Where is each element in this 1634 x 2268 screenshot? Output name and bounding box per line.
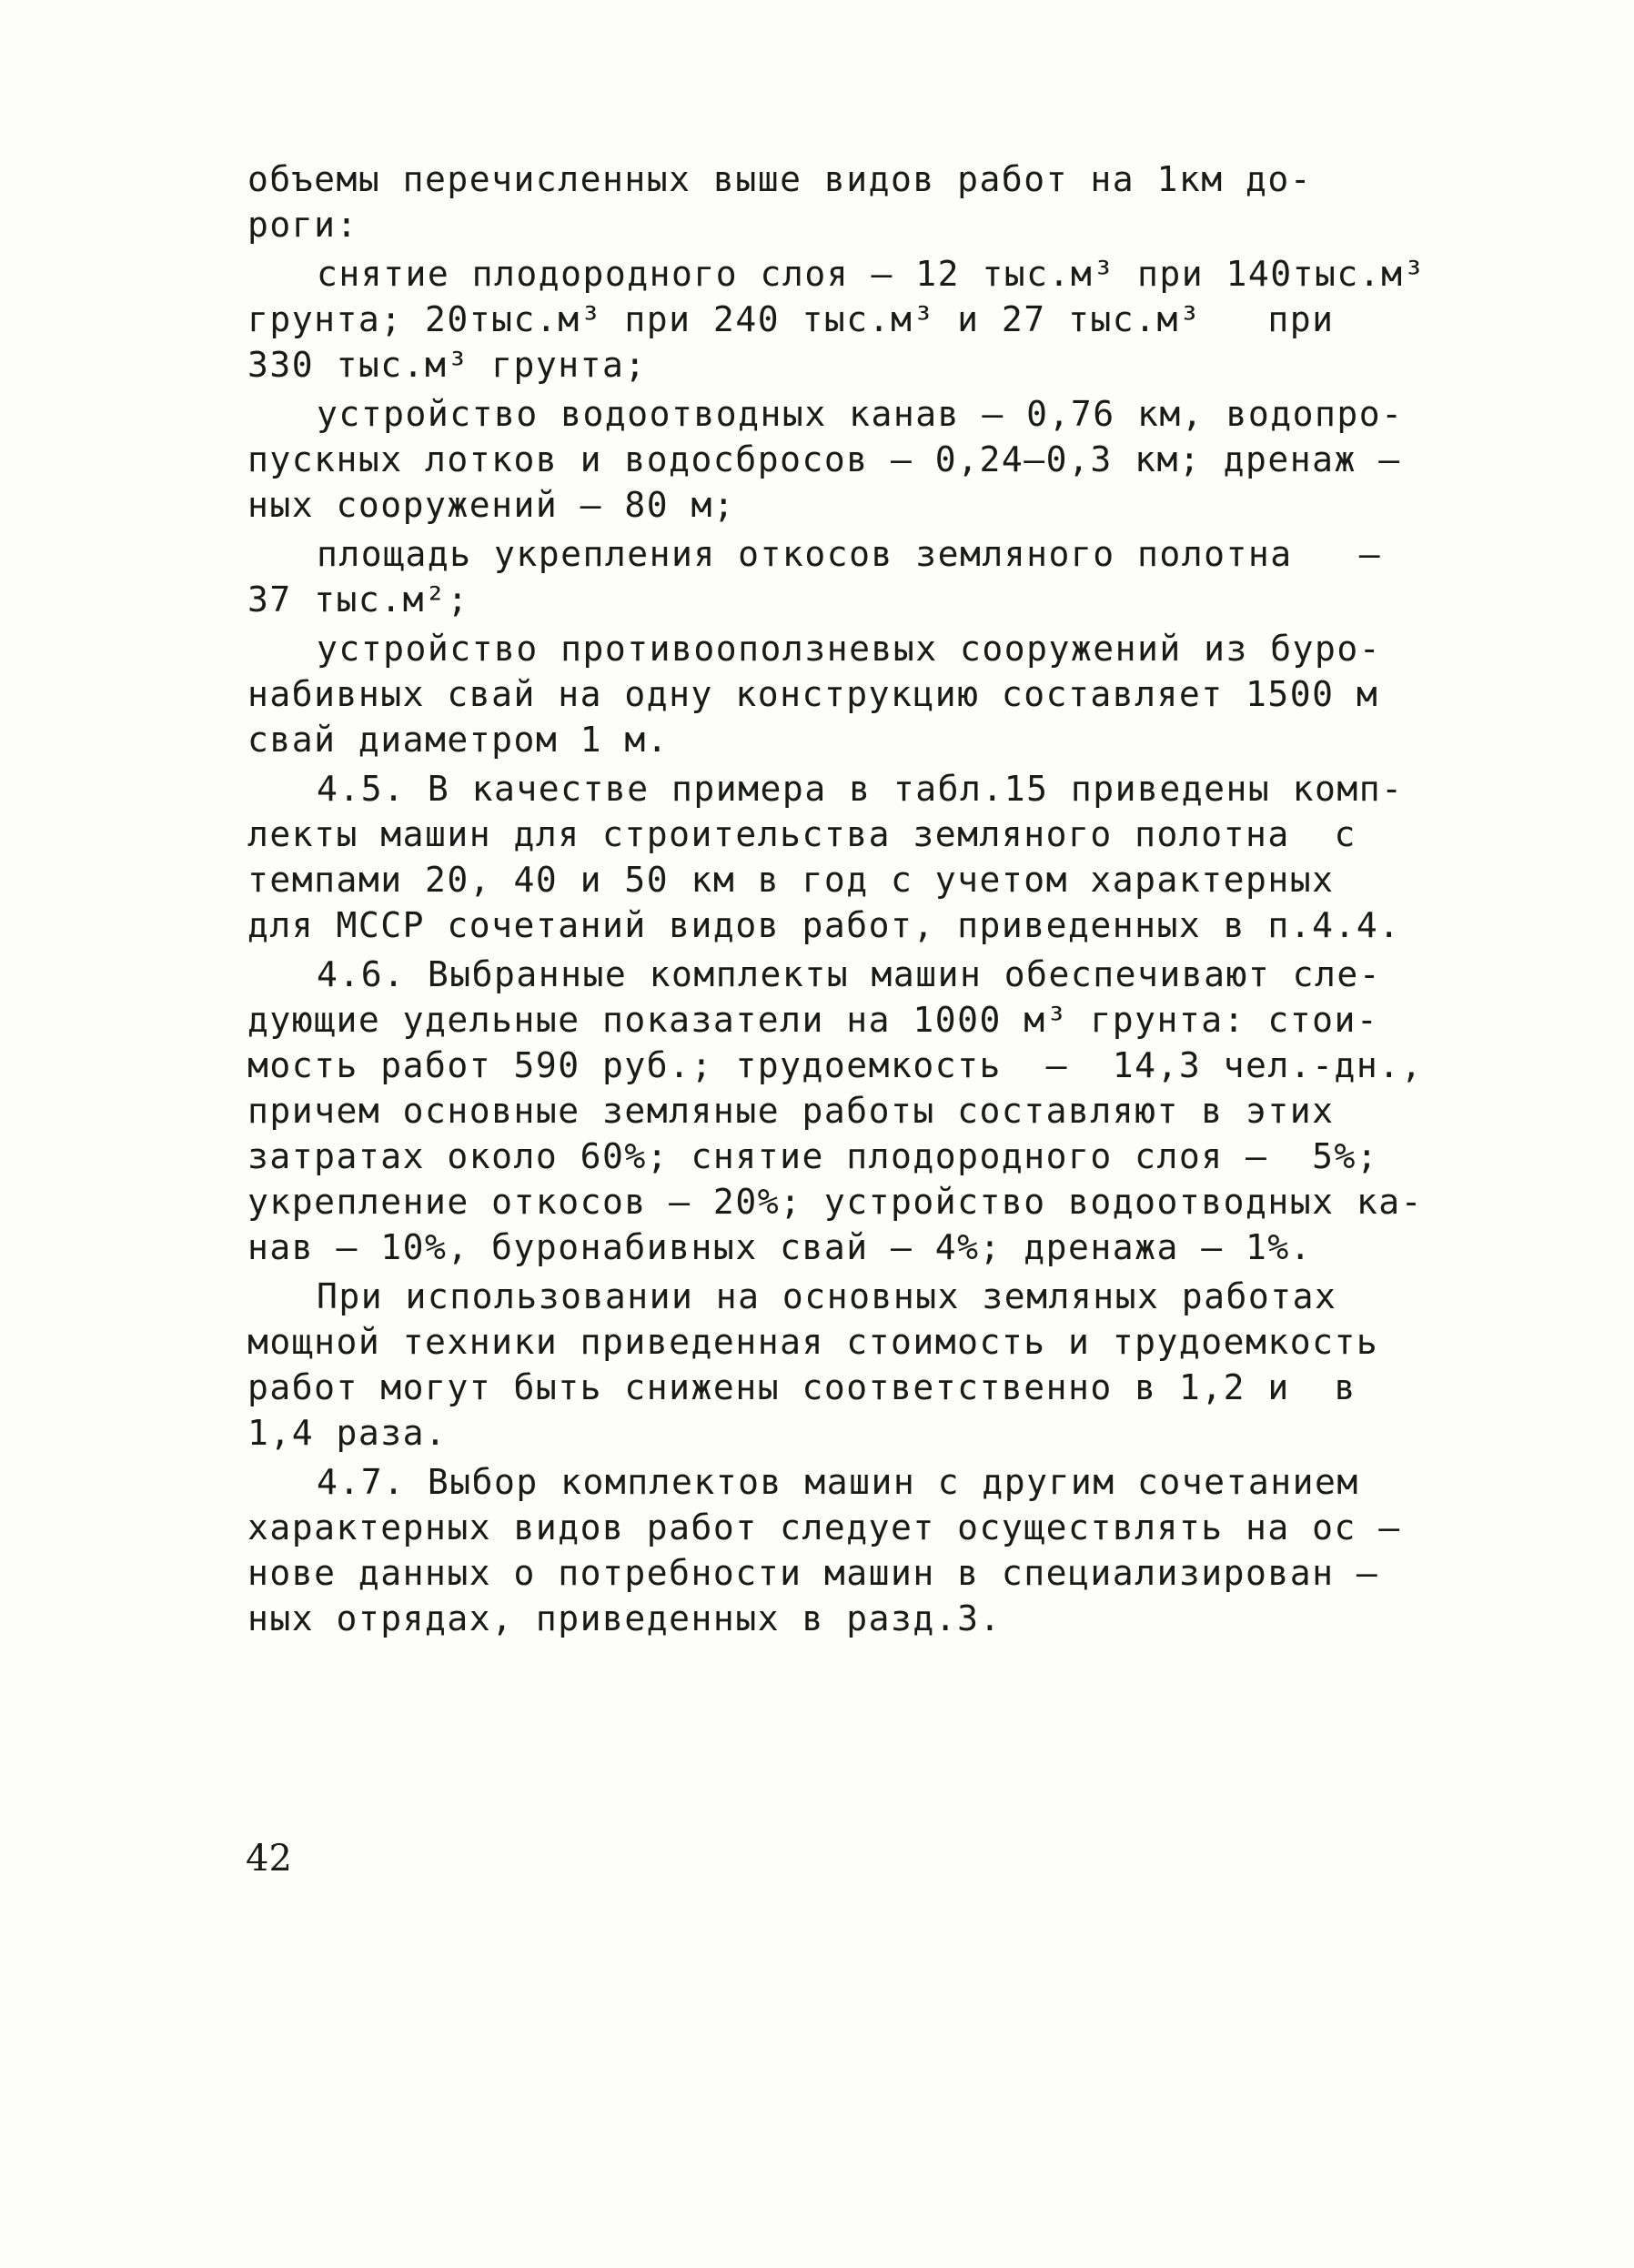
text-line: грунта; 20тыс.м³ при 240 тыс.м³ и 27 тыс.м³ при (247, 299, 1335, 339)
text-line: площадь укрепления откосов земляного полотна – (317, 534, 1382, 574)
text-line: 4.5. В качестве примера в табл.15 приведены комп- (317, 769, 1404, 809)
text-line: набивных свай на одну конструкцию составляет 1500 м (247, 674, 1379, 714)
text-line: дующие удельные показатели на 1000 м³ грунта: стои- (247, 1000, 1379, 1040)
text-line: нове данных о потребности машин в специализирован – (247, 1553, 1379, 1593)
text-line: 4.7. Выбор комплектов машин с другим сочетанием (317, 1462, 1359, 1502)
text-line: работ могут быть снижены соответственно в 1,2 и в (247, 1367, 1357, 1407)
text-line: 4.6. Выбранные комплекты машин обеспечивают сле- (317, 954, 1382, 994)
text-line: затратах около 60%; снятие плодородного слоя – 5%; (247, 1136, 1379, 1176)
text-line: устройство противооползневых сооружений из буро- (317, 629, 1382, 669)
text-line: свай диаметром 1 м. (247, 720, 670, 760)
text-line: 1,4 раза. (247, 1413, 448, 1453)
text-line: 37 тыс.м²; (247, 580, 469, 620)
text-line: пускных лотков и водосбросов – 0,24–0,3 км; дренаж – (247, 439, 1401, 479)
page-number: 42 (246, 1838, 292, 1880)
text-line: нав – 10%, буронабивных свай – 4%; дренажа – 1%. (247, 1227, 1313, 1267)
text-line: темпами 20, 40 и 50 км в год с учетом характерных (247, 860, 1335, 900)
text-line: снятие плодородного слоя – 12 тыс.м³ при 140тыс.м³ (317, 254, 1426, 294)
text-line: укрепление откосов – 20%; устройство водоотводных ка- (247, 1182, 1424, 1222)
text-line: для МССР сочетаний видов работ, приведенных в п.4.4. (247, 905, 1401, 945)
text-line: характерных видов работ следует осуществлять на ос – (247, 1507, 1401, 1547)
text-line: роги: (247, 205, 358, 245)
text-line: 330 тыс.м³ грунта; (247, 345, 647, 385)
text-line: причем основные земляные работы составляют в этих (247, 1091, 1335, 1131)
body-text (247, 156, 1426, 1641)
text-line: ных сооружений – 80 м; (247, 485, 736, 525)
text-line: ных отрядах, приведенных в разд.3. (247, 1598, 1002, 1638)
text-line: мощной техники приведенная стоимость и трудоемкость (247, 1322, 1379, 1362)
text-line: мость работ 590 руб.; трудоемкость – 14,3 чел.-дн., (247, 1045, 1424, 1085)
text-line: устройство водоотводных канав – 0,76 км, водопро- (317, 394, 1404, 434)
text-line: При использовании на основных земляных работах (317, 1276, 1337, 1316)
text-line: лекты машин для строительства земляного полотна с (247, 814, 1357, 854)
text-line: объемы перечисленных выше видов работ на 1км до- (247, 159, 1313, 199)
